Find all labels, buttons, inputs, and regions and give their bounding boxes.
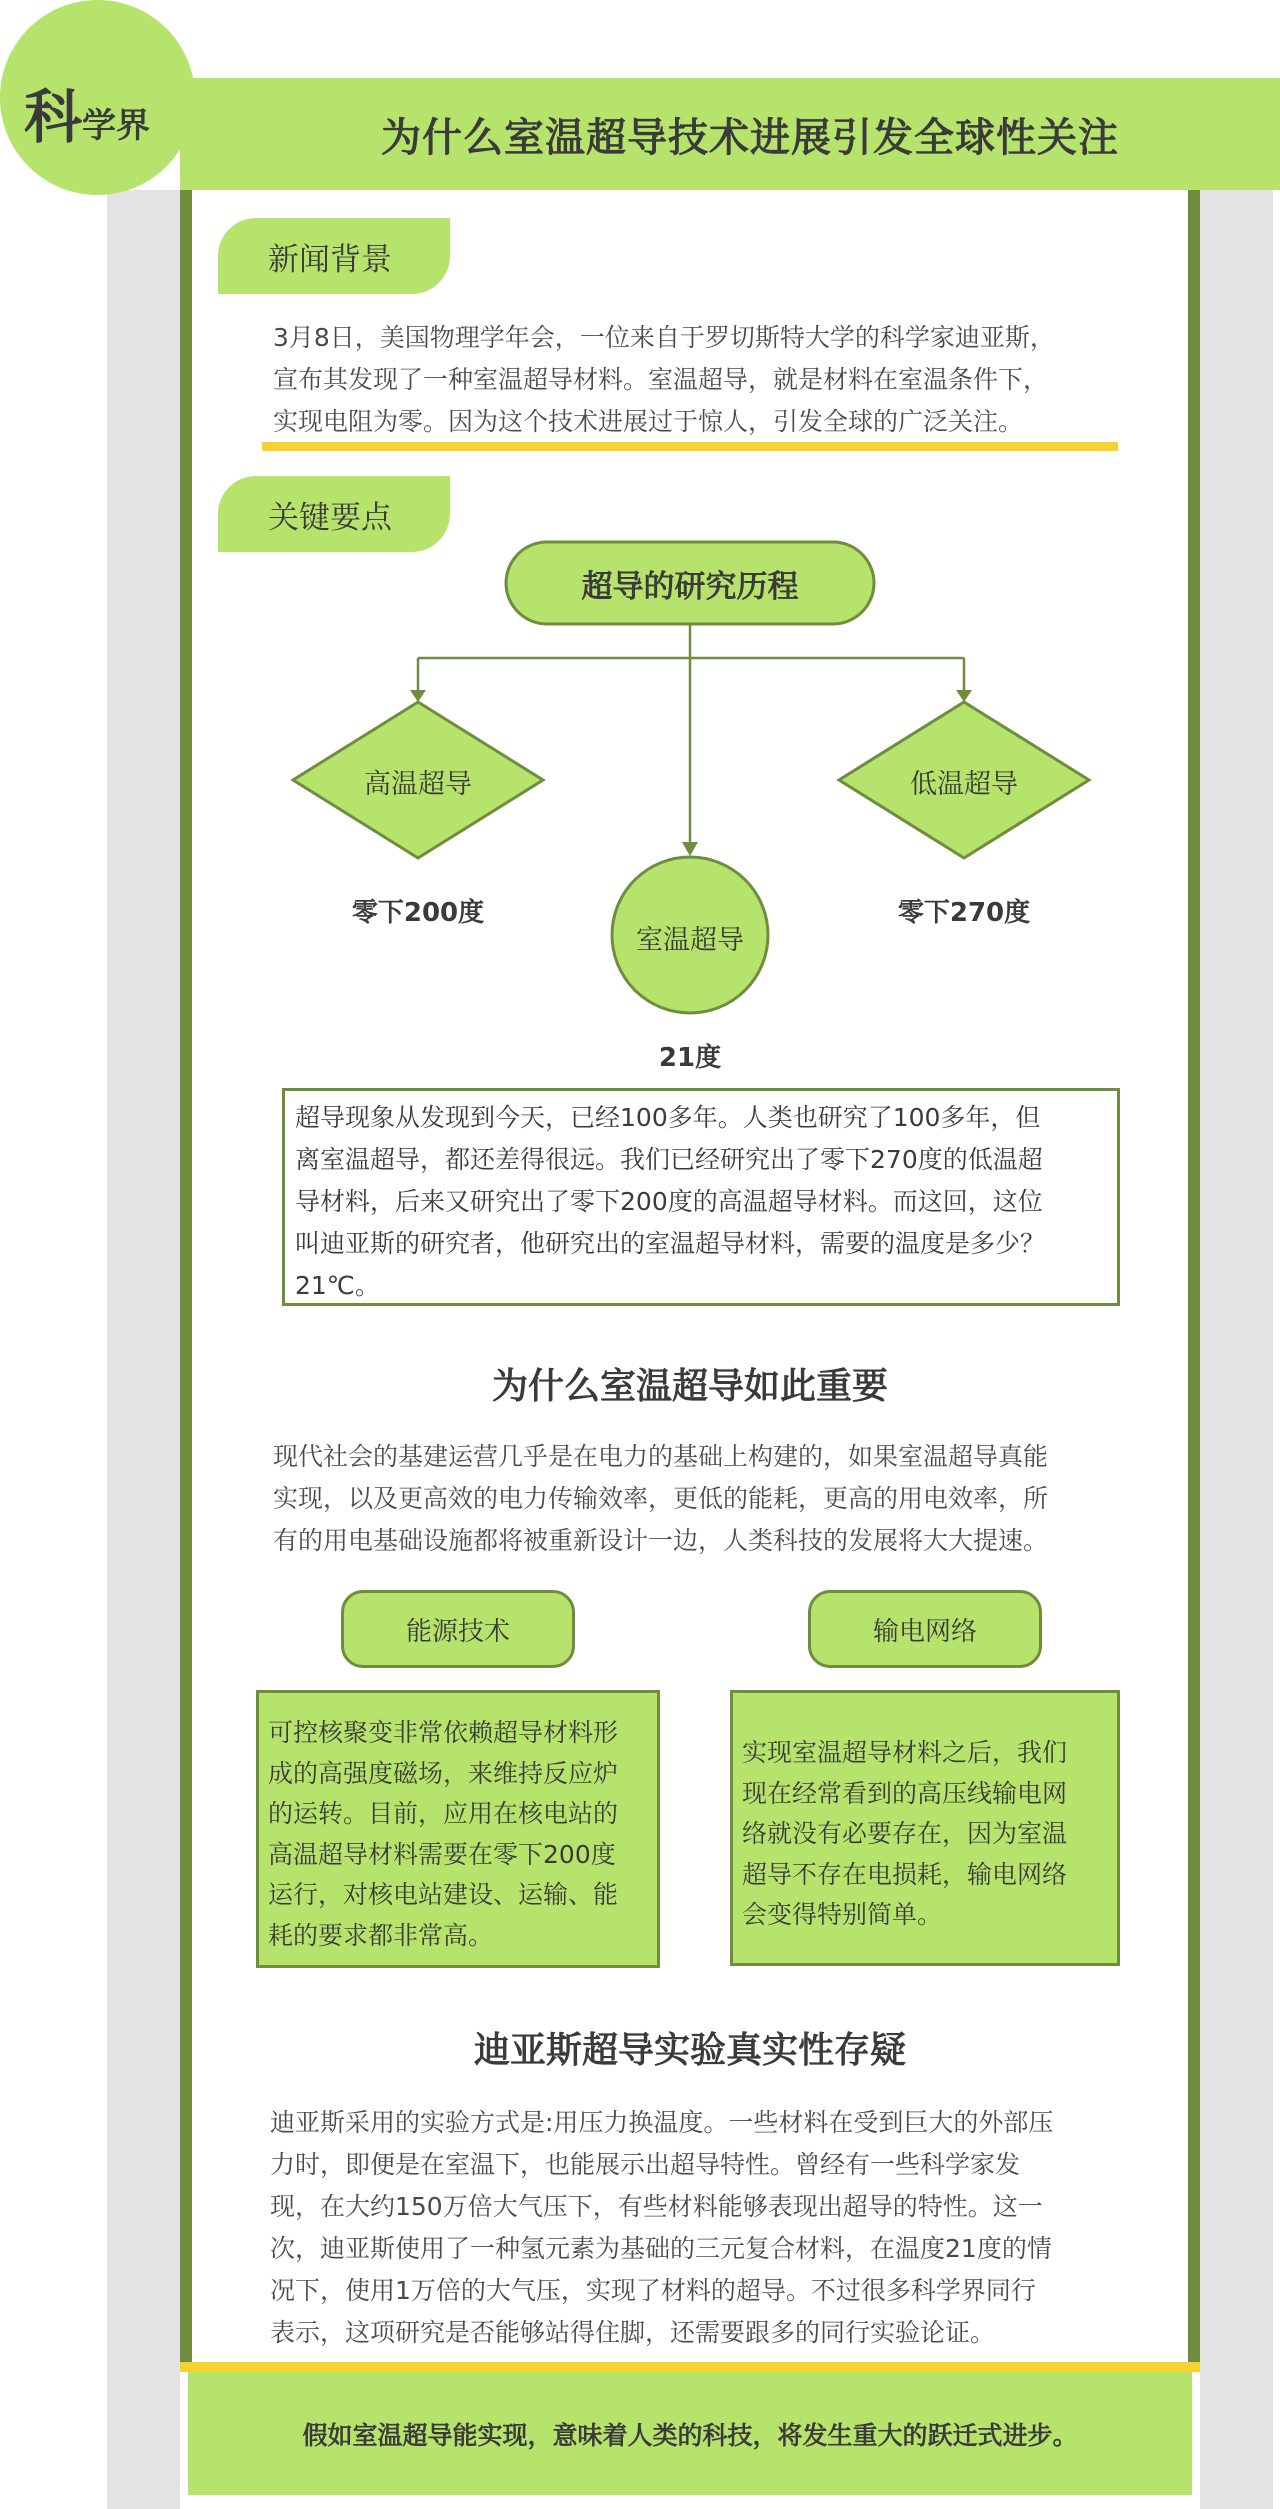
note-line: 超导现象从发现到今天，已经100多年。人类也研究了100多年，但 [295, 1103, 1041, 1132]
doubt-line: 表示，这项研究是否能够站得住脚，还需要跟多的同行实验论证。 [270, 2318, 996, 2347]
grid-line: 现在经常看到的高压线输电网 [742, 1778, 1068, 1808]
arrowhead-middle [682, 842, 698, 856]
doubt-paragraph [270, 2102, 1140, 2354]
diagram-connectors [418, 625, 964, 852]
footer-text: 假如室温超导能实现，意味着人类的科技，将发生重大的跃迁式进步。 [302, 2420, 1078, 2450]
energy-line: 可控核聚变非常依赖超导材料形 [268, 1718, 619, 1747]
energy-tech-box [256, 1690, 660, 1968]
grid-line: 实现室温超导材料之后，我们 [742, 1738, 1068, 1767]
note-line: 21℃。 [295, 1271, 380, 1300]
grid-line: 会变得特别简单。 [742, 1900, 943, 1929]
news-line: 实现电阻为零。因为这个技术进展过于惊人，引发全球的广泛关注。 [273, 407, 1024, 436]
news-line: 宣布其发现了一种室温超导材料。室温超导，就是材料在室温条件下， [273, 365, 1049, 394]
footer-banner [188, 2372, 1192, 2495]
power-grid-label [808, 1590, 1042, 1668]
energy-tech-label [341, 1590, 575, 1668]
importance-line: 现代社会的基建运营几乎是在电力的基础上构建的，如果室温超导真能 [273, 1442, 1049, 1471]
logo-small-text: 学界 [82, 106, 151, 146]
tab-label: 关键要点 [268, 499, 392, 536]
power-grid-label-text: 输电网络 [872, 1616, 977, 1647]
doubt-line: 次，迪亚斯使用了一种氢元素为基础的三元复合材料，在温度21度的情 [270, 2234, 1052, 2263]
doubt-line: 况下，使用1万倍的大气压，实现了材料的超导。不过很多科学界同行 [270, 2276, 1036, 2305]
history-note-box [282, 1088, 1120, 1306]
energy-line: 的运转。目前，应用在核电站的 [268, 1799, 619, 1828]
logo-big-char: 科 [24, 83, 83, 151]
left-node-label: 高温超导 [364, 769, 472, 800]
note-line: 导材料，后来又研究出了零下200度的高温超导材料。而这回，这位 [295, 1187, 1043, 1216]
news-line: 3月8日，美国物理学年会，一位来自于罗切斯特大学的科学家迪亚斯， [273, 323, 1055, 352]
root-node-label: 超导的研究历程 [581, 568, 799, 605]
right-temperature: 零下270度 [897, 898, 1031, 928]
arrowhead-left [410, 690, 426, 702]
energy-line: 运行，对核电站建设、运输、能 [268, 1880, 619, 1909]
footer-divider [180, 2362, 1200, 2372]
left-temperature: 零下200度 [351, 898, 485, 928]
energy-line: 成的高强度磁场，来维持反应炉 [268, 1758, 619, 1788]
importance-paragraph [273, 1436, 1133, 1562]
middle-node-label: 室温超导 [636, 925, 744, 956]
arrowhead-right [956, 690, 972, 702]
right-node-label: 低温超导 [910, 769, 1018, 800]
importance-heading: 为什么室温超导如此重要 [491, 1366, 888, 1407]
doubt-line: 现，在大约150万倍大气压下，有些材料能够表现出超导的特性。这一 [270, 2192, 1043, 2221]
importance-line: 实现，以及更高效的电力传输效率，更低的能耗，更高的用电效率，所 [273, 1484, 1049, 1513]
grid-line: 超导不存在电损耗，输电网络 [742, 1859, 1068, 1889]
note-line: 叫迪亚斯的研究者，他研究出的室温超导材料，需要的温度是多少？ [295, 1229, 1046, 1258]
doubt-line: 迪亚斯采用的实验方式是:用压力换温度。一些材料在受到巨大的外部压 [270, 2108, 1054, 2137]
tab-label: 新闻背景 [268, 241, 392, 278]
doubt-line: 力时，即便是在室温下，也能展示出超导特性。曾经有一些科学家发 [270, 2150, 1021, 2179]
energy-line: 耗的要求都非常高。 [268, 1920, 494, 1950]
note-line: 离室温超导，都还差得很远。我们已经研究出了零下270度的低温超 [295, 1145, 1043, 1174]
power-grid-box [730, 1690, 1120, 1966]
page-title: 为什么室温超导技术进展引发全球性关注 [381, 114, 1119, 161]
energy-tech-label-text: 能源技术 [405, 1616, 510, 1647]
doubt-heading: 迪亚斯超导实验真实性存疑 [473, 2030, 906, 2071]
middle-temperature: 21度 [658, 1043, 722, 1073]
grid-line: 络就没有必要存在，因为室温 [742, 1819, 1068, 1848]
importance-line: 有的用电基础设施都将被重新设计一边，人类科技的发展将大大提速。 [273, 1526, 1049, 1555]
energy-line: 高温超导材料需要在零下200度 [268, 1839, 616, 1869]
